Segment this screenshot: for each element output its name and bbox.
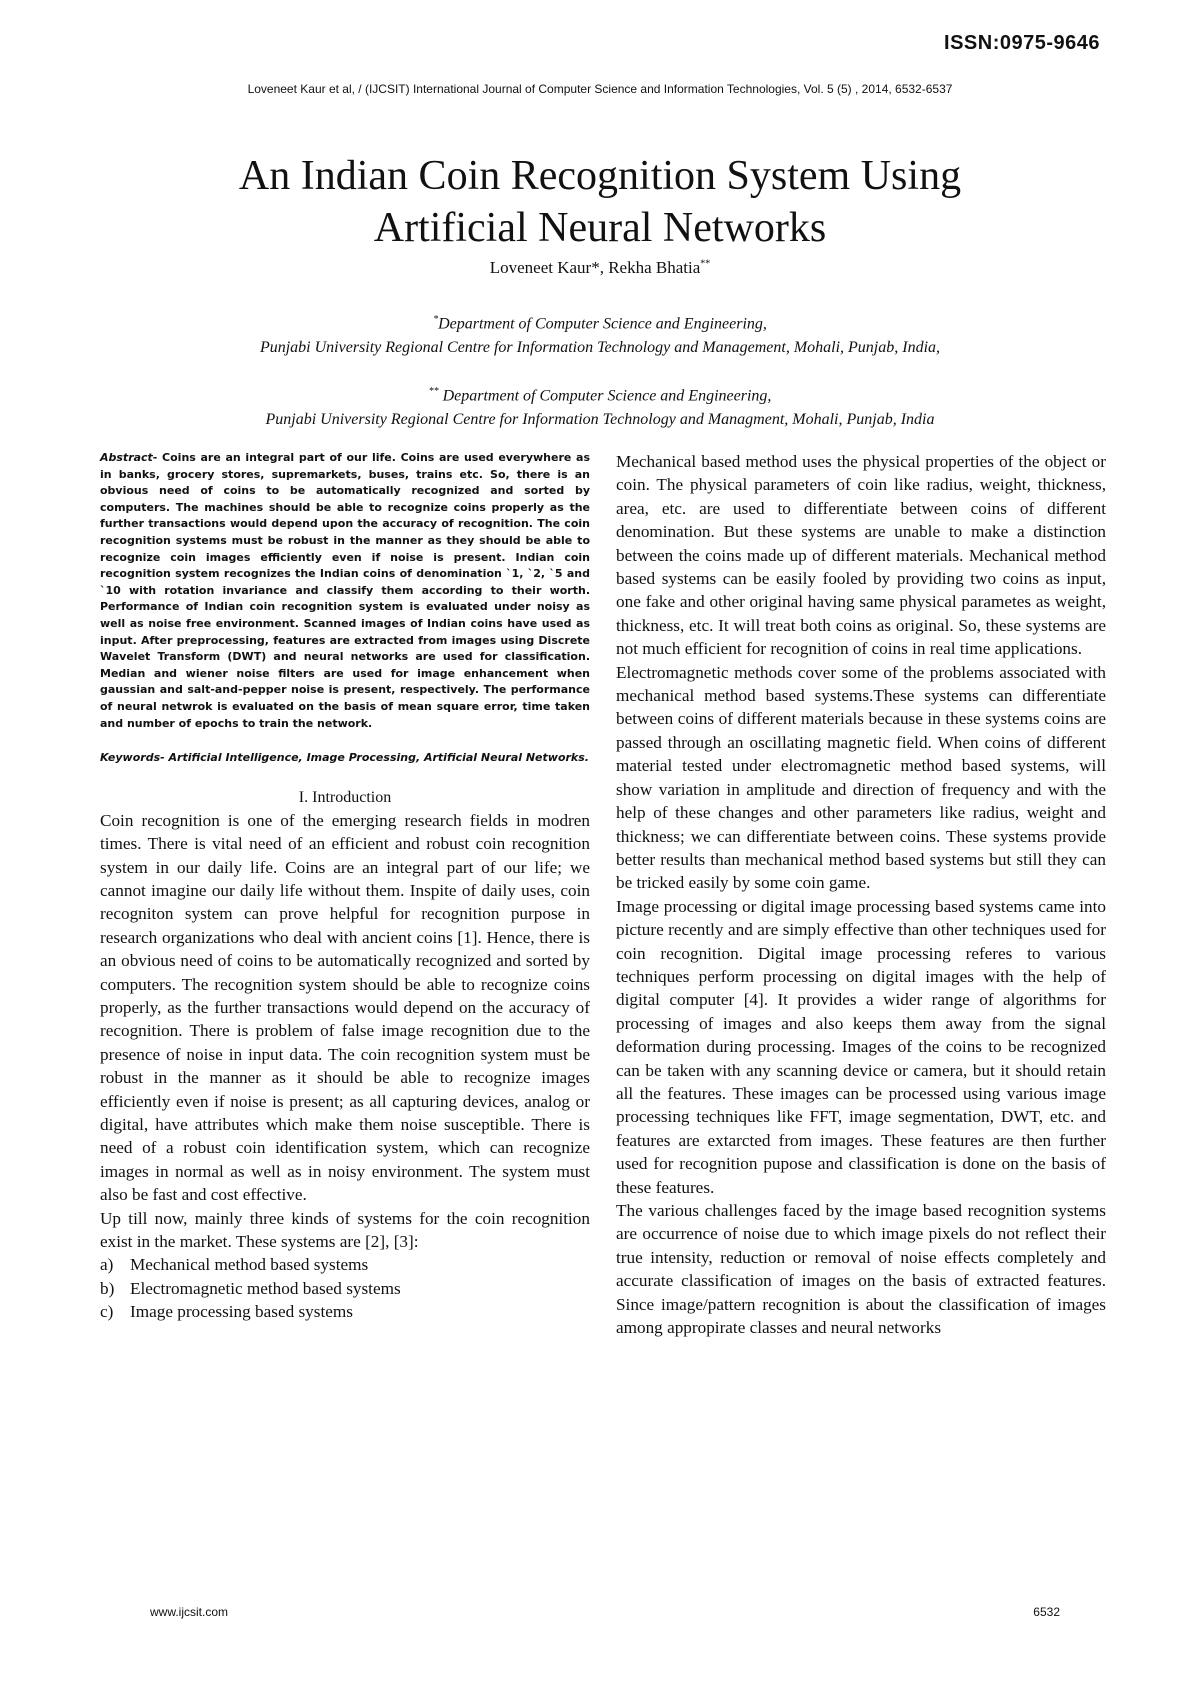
- right-paragraph-3: Image processing or digital image processing based systems came into picture recently and are simply effective than other techniques used for coin recognition. Digital image processing referes to various techniques perform processing on digital images with the help of digital computer [4]. It provides a wider range of algorithms for processing of images and also keeps them away from the signal deformation during processing. Images of the coins to be recognized can be taken with any scanning device or camera, but it should retain all the features. These images can be processed using various image processing techniques like FFT, image segmentation, DWT, etc. and features are extarcted from images. These features are then further used for recognition pupose and classification is done on the basis of these features.: [616, 896, 1106, 1197]
- affiliation-1-inst: Punjabi University Regional Centre for Information Technology and Management, Mohali, Punjab, India,: [259, 339, 941, 357]
- keywords: [100, 750, 590, 767]
- systems-list: [100, 1253, 590, 1323]
- abstract: [100, 450, 590, 732]
- list-item-marker: c): [100, 1302, 114, 1322]
- footer-page-number: 6532: [1033, 1605, 1060, 1619]
- list-item-text: Electromagnetic method based systems: [130, 1278, 401, 1298]
- list-item-marker: a): [100, 1255, 114, 1275]
- affiliation-2-dept: Department of Computer Science and Engineering,: [438, 387, 772, 405]
- footer-website: www.ijcsit.com: [150, 1605, 229, 1619]
- affiliation-2-inst: Punjabi University Regional Centre for Information Technology and Managment, Mohali, Punjab, India: [265, 411, 935, 429]
- intro-paragraph-1: Coin recognition is one of the emerging research fields in modren times. There is vital need of an efficient and robust coin recognition system in our daily life. Coins are an integral part of our life; we cannot imagine our daily life without them. Inspite of daily uses, coin recogniton system can prove helpful for recognition purpose in research organizations who deal with ancient coins [1]. Hence, there is an obvious need of coins to be automatically recognized and sorted by computers. The recognition system should be able to recognize coins properly, as the further transactions would depend on the accuracy of recognition. There is problem of false image recognition due to the presence of noise in input data. The coin recognition system must be robust in the manner as it should be able to recognize images efficiently even if noise is present; as all capturing devices, analog or digital, have attributes which make them noise susceptible. There is need of a robust coin identification system, which can recognize images in normal as well as in noisy environment. The system must also be fast and cost effective.: [100, 810, 590, 1205]
- author-mark: **: [700, 258, 711, 270]
- right-paragraph-2: Electromagnetic methods cover some of the problems associated with mechanical method based systems.These systems can differentiate between coins of different materials because in these systems coins are passed through an oscillating magnetic field. When coins of different material tested under electromagnetic method based systems, will show variation in amplitude and direction of frequency and with the help of these changes and other parameters like radius, weight and thickness; we can differentiate between coins. These systems provide better results than mechanical method based systems but still they can be tricked easily by some coin game.: [616, 662, 1106, 893]
- section-heading-introduction: I. Introduction: [298, 788, 392, 806]
- running-head: Loveneet Kaur et al, / (IJCSIT) International Journal of Computer Science and Information Technologies, Vol. 5 (5) , 2014, 6532-6537: [247, 82, 953, 96]
- list-item: [100, 1300, 590, 1323]
- keywords-label: Keywords-: [100, 751, 165, 765]
- affiliation-2: [0, 380, 1200, 432]
- left-column: [100, 450, 590, 1324]
- affiliation-1-mark: *: [433, 314, 439, 325]
- paper-title: [100, 150, 1100, 254]
- issn-label: ISSN:0975-9646: [944, 32, 1100, 54]
- affiliation-1-dept: Department of Computer Science and Engineering,: [438, 315, 767, 333]
- affiliation-1: [0, 308, 1200, 360]
- title-line-1: An Indian Coin Recognition System Using: [238, 153, 962, 199]
- abstract-label: Abstract-: [100, 451, 158, 464]
- list-item-text: Image processing based systems: [130, 1302, 353, 1322]
- abstract-text: Coins are an integral part of our life. Coins are used everywhere as in banks, grocery stores, supremarkets, buses, trains etc. So, there is an obvious need of coins to be automatically recognized and sorted by computers. The machines should be able to recognize coins properly as the further transactions would depend upon the accuracy of recognition. The coin recognition systems must be robust in the manner as they should be able to recognize coin images efficiently even if noise is present. Indian coin recognition system recognizes the Indian coins of denomination `1, `2, `5 and `10 with rotation invariance and classify them according to their worth. Performance of Indian coin recognition system is evaluated under noisy as well as noise free environment. Scanned images of Indian coins have used as input. After preprocessing, features are extracted from images using Discrete Wavelet Transform (DWT) and neural networks are used for classification. Median and wiener noise filters are used for image enhancement when gaussian and salt-and-pepper noise is present, respectively. The performance of neural netwrok is evaluated on the basis of mean square error, time taken and number of epochs to train the network.: [100, 451, 590, 730]
- right-paragraph-4: The various challenges faced by the image based recognition systems are occurrence of noise due to which image pixels do not reflect their true intensity, reduction or removal of noise effects completely and accurate classification of images on the basis of extracted features. Since image/pattern recognition is about the classification of images among appropirate classes and neural networks: [616, 1201, 1106, 1338]
- list-item: [100, 1277, 590, 1300]
- list-item-text: Mechanical method based systems: [130, 1255, 369, 1275]
- title-line-2: Artificial Neural Networks: [373, 205, 827, 251]
- keywords-text: Artificial Intelligence, Image Processing, Artificial Neural Networks.: [164, 751, 589, 765]
- author-list: [0, 258, 1200, 278]
- list-item: [100, 1253, 590, 1276]
- affiliation-2-mark: **: [428, 386, 439, 397]
- right-column: [616, 450, 1106, 1339]
- authors-text: Loveneet Kaur*, Rekha Bhatia: [489, 258, 701, 277]
- right-paragraph-1: Mechanical based method uses the physical properties of the object or coin. The physical parameters of coin like radius, weight, thickness, area, etc. are used to differentiate between coins of different denomination. But these systems are unable to make a distinction between the coins made up of different materials. Mechanical method based systems can be easily fooled by providing two coins as input, one fake and other original having same physical parametes as weight, thickness, etc. It will treat both coins as original. So, these systems are not much efficient for recognition of coins in real time applications.: [616, 452, 1106, 659]
- intro-paragraph-2: Up till now, mainly three kinds of systems for the coin recognition exist in the market. These systems are [2], [3]:: [100, 1208, 590, 1251]
- list-item-marker: b): [100, 1278, 115, 1298]
